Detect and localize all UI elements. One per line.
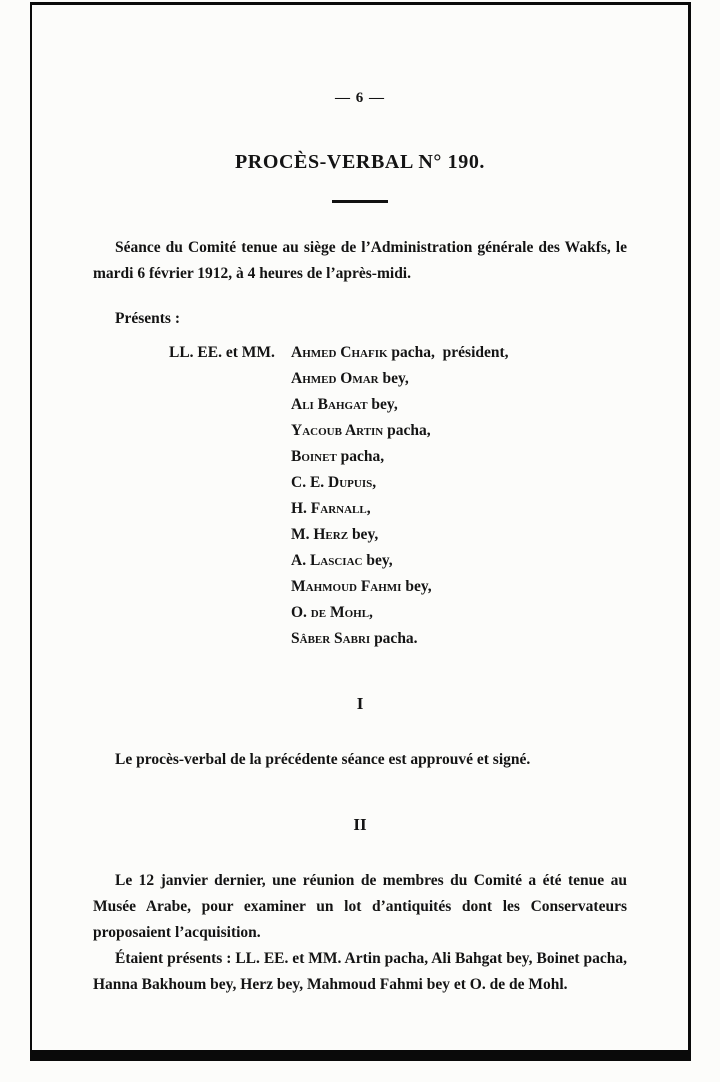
attendee-name: Yacoub Artin [291, 422, 384, 439]
attendee-entry [291, 548, 393, 574]
attendee-name: Boinet [291, 448, 337, 465]
attendee-row [169, 600, 627, 626]
attendee-name: Ali Bahgat [291, 396, 368, 413]
section-1-paragraph: Le procès-verbal de la précédente séance est approuvé et signé. [115, 751, 531, 768]
attendee-title: pacha, président, [387, 344, 509, 361]
attendee-title: pacha. [370, 630, 418, 647]
attendee-entry [291, 626, 418, 652]
presents-label: Présents : [115, 310, 180, 327]
section-2-paragraph-1: Le 12 janvier dernier, une réunion de membres du Comité a été tenue au Musée Arabe, pour examiner un lot d’antiquités dont les Conservateurs proposaient l’acquisition. [93, 872, 627, 941]
attendee-row [169, 548, 627, 574]
attendee-entry [291, 392, 398, 418]
section-heading-2: II [353, 815, 367, 834]
attendee-name: C. E. Dupuis, [291, 474, 377, 491]
attendee-row [169, 496, 627, 522]
attendee-row [169, 392, 627, 418]
attendee-entry [291, 496, 371, 522]
attendee-entry [291, 470, 376, 496]
attendee-title: bey, [378, 370, 409, 387]
attendee-name: A. Lasciac [291, 552, 363, 569]
page-title: PROCÈS-VERBAL N° 190. [234, 151, 486, 173]
section-heading-1: I [356, 694, 364, 713]
attendee-entry [291, 418, 431, 444]
attendee-name: O. de Mohl, [291, 604, 373, 621]
attendee-title: bey, [362, 552, 393, 569]
attendee-title: bey, [367, 396, 398, 413]
attendee-entry [291, 522, 378, 548]
attendee-row [169, 470, 627, 496]
attendee-entry [291, 600, 373, 626]
attendee-entry [291, 366, 409, 392]
intro-paragraph: Séance du Comité tenue au siège de l’Administration générale des Wakfs, le mardi 6 février 1912, à 4 heures de l’après-midi. [93, 239, 627, 282]
attendee-entry [291, 574, 432, 600]
page-content [93, 0, 627, 998]
attendee-row [169, 574, 627, 600]
attendee-entry [291, 444, 384, 470]
attendee-list [93, 340, 627, 652]
attendee-title: pacha, [336, 448, 385, 465]
attendee-row [169, 366, 627, 392]
title-divider-rule [332, 200, 388, 203]
attendee-row [169, 522, 627, 548]
section-2-paragraph-2: Étaient présents : LL. EE. et MM. Artin pacha, Ali Bahgat bey, Boinet pacha, Hanna Bakhoum bey, Herz bey, Mahmoud Fahmi bey et O. de de Mohl. [93, 950, 627, 993]
attendee-title: bey, [401, 578, 432, 595]
attendee-entry [291, 340, 509, 366]
attendee-list-prefix: LL. EE. et MM. [169, 344, 275, 361]
attendee-title: pacha, [383, 422, 431, 439]
page-number: — 6 — [335, 90, 385, 106]
attendee-row [169, 444, 627, 470]
attendee-name: H. Farnall, [291, 500, 371, 517]
attendee-name: Mahmoud Fahmi [291, 578, 402, 595]
attendee-row [169, 626, 627, 652]
attendee-name: M. Herz [291, 526, 349, 543]
attendee-name: Sâber Sabri [291, 630, 371, 647]
attendee-name: Ahmed Omar [291, 370, 379, 387]
attendee-title: bey, [348, 526, 379, 543]
attendee-name: Ahmed Chafik [291, 344, 388, 361]
attendee-row [169, 418, 627, 444]
attendee-row [169, 340, 627, 366]
